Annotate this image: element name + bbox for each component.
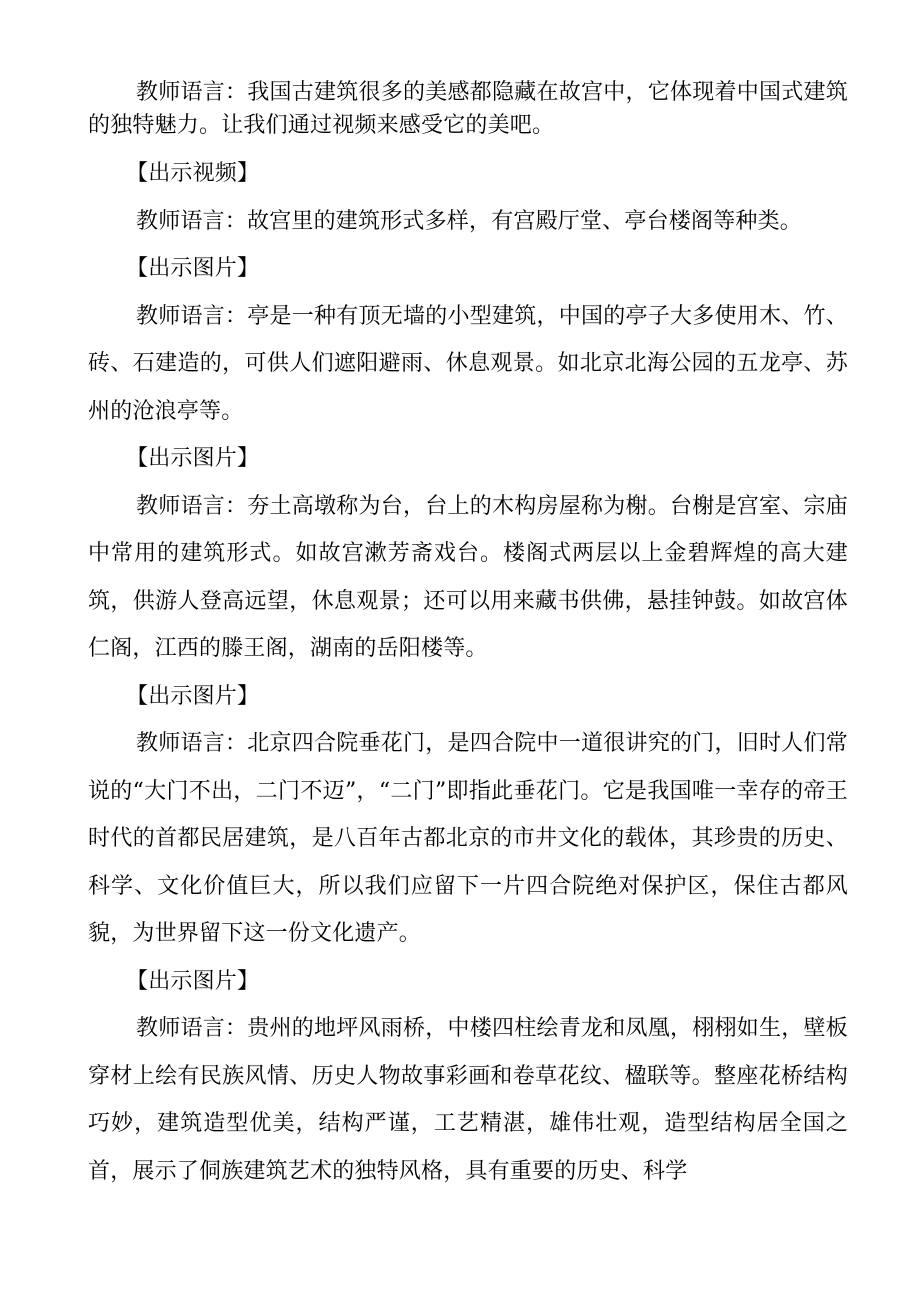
marker-show-video: 【出示视频】 <box>126 161 260 186</box>
marker-show-image-4: 【出示图片】 <box>126 968 260 994</box>
paragraph-1: 教师语言：我国古建筑很多的美感都隐藏在故宫中，它体现着中国式建筑的独特魅力。让我们通过视频来感受它的美吧。 <box>88 80 848 138</box>
paragraph-4: 教师语言：夯土高墩称为台，台上的木构房屋称为榭。台榭是宫室、宗庙中常用的建筑形式。如故宫漱芳斋戏台。楼阁式两层以上金碧辉煌的高大建筑，供游人登高远望，休息观景；还可以用来藏书供佛，悬挂钟鼓。如故宫体仁阁，江西的滕王阁，湖南的岳阳楼等。 <box>88 493 848 661</box>
paragraph-3: 教师语言：亭是一种有顶无墙的小型建筑，中国的亭子大多使用木、竹、砖、石建造的，可供人们遮阳避雨、休息观景。如北京北海公园的五龙亭、苏州的沧浪亭等。 <box>88 303 848 424</box>
paragraph-6: 教师语言：贵州的地坪风雨桥，中楼四柱绘青龙和凤凰，栩栩如生，壁板穿材上绘有民族风情、历史人物故事彩画和卷草花纹、楹联等。整座花桥结构巧妙，建筑造型优美，结构严谨，工艺精湛，雄伟壮观，造型结构居全国之首，展示了侗族建筑艺术的独特风格，具有重要的历史、科学 <box>88 1016 848 1184</box>
marker-show-image-1: 【出示图片】 <box>126 256 260 281</box>
paragraph-2: 教师语言：故宫里的建筑形式多样，有宫殿厅堂、亭台楼阁等种类。 <box>136 208 803 234</box>
marker-show-image-2: 【出示图片】 <box>126 446 260 471</box>
marker-show-image-3: 【出示图片】 <box>126 683 260 709</box>
paragraph-5: 教师语言：北京四合院垂花门，是四合院中一道很讲究的门，旧时人们常说的“大门不出，二门不迈”，“二门”即指此垂花门。它是我国唯一幸存的帝王时代的首都民居建筑，是八百年古都北京的市井文化的载体，其珍贵的历史、科学、文化价值巨大，所以我们应留下一片四合院绝对保护区，保住古都风貌，为世界留下这一份文化遗产。 <box>88 731 848 946</box>
document-body <box>88 76 848 1195</box>
